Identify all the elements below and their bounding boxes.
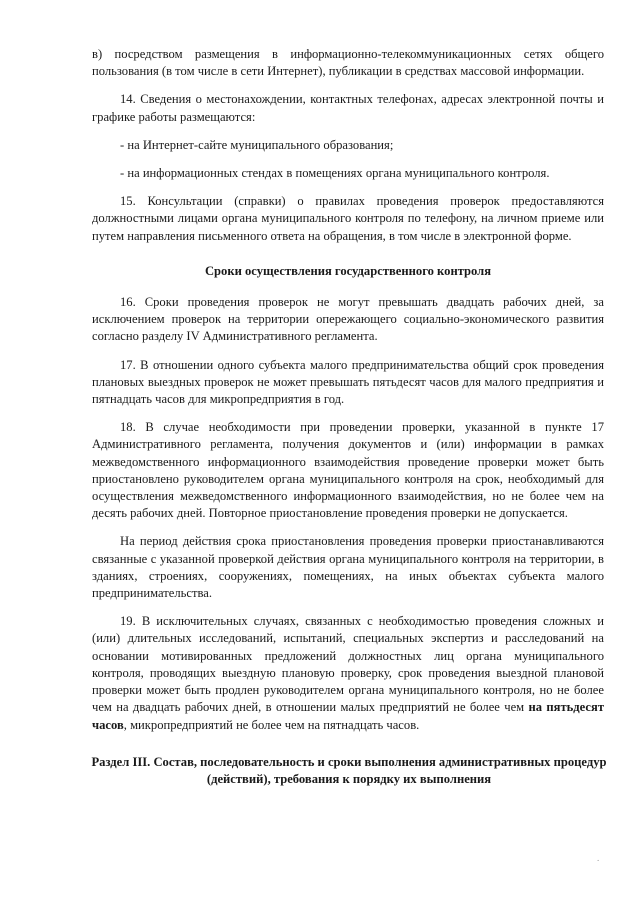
heading-control-terms: Сроки осуществления государственного контроля	[204, 263, 492, 278]
paragraph-19	[92, 613, 604, 733]
paragraph-19-text-start: 19. В исключительных случаях, связанных с необходимостью проведения сложных и (или) длительных исследований, испытаний, специальных экспертиз и расследований на основании мотивированных предложений должностных лиц органа муниципального контроля, проводящих выездную плановую проверку, срок проведения выездной плановой проверки может быть продлен руководителем органа муниципального контроля, но не более чем на двадцать рабочих дней, в отношении малых предприятий не более чем	[92, 614, 604, 715]
paragraph-17: 17. В отношении одного субъекта малого предпринимательства общий срок проведения плановых выездных проверок не может превышать пятьдесят часов для малого предприятия и пятнадцать часов для микропредприятия в год.	[92, 357, 604, 407]
scan-mark: .	[597, 853, 600, 863]
list-item-stands: - на информационных стендах в помещениях органа муниципального контроля.	[120, 166, 550, 181]
paragraph-19-bold-phrase: на пятьдесят часов	[92, 700, 605, 732]
paragraph-18-suspension: На период действия срока приостановления проведения проверки приостанавливаются связанные с указанной проверкой действия органа муниципального контроля на территории, в зданиях, строениях, сооружениях, помещениях, на иных объектах субъекта малого предпринимательства.	[92, 534, 604, 601]
paragraph-14: 14. Сведения о местонахождении, контактных телефонах, адресах электронной почты и графике работы размещаются:	[92, 92, 604, 124]
paragraph-v: в) посредством размещения в информационно-телекоммуникационных сетях общего пользования (в том числе в сети Интернет), публикации в средствах массовой информации.	[92, 47, 604, 79]
section-3-title: Раздел III. Состав, последовательность и сроки выполнения административных процедур (действий), требования к порядку их выполнения	[91, 754, 607, 786]
paragraph-16: 16. Сроки проведения проверок не могут превышать двадцать рабочих дней, за исключением проверок на территории опережающего социально-экономического развития согласно разделу IV Административного регламента.	[92, 295, 604, 344]
paragraph-18: 18. В случае необходимости при проведении проверки, указанной в пункте 17 Административного регламента, получения документов и (или) информации в рамках межведомственного информационного взаимодействия проведение проверки может быть приостановлено руководителем органа муниципального контроля на срок, необходимый для осуществления межведомственного информационного взаимодействия, но не более чем на десять рабочих дней. Повторное приостановление проведения проверки не допускается.	[92, 420, 604, 521]
list-item-website: - на Интернет-сайте муниципального образования;	[120, 137, 394, 152]
paragraph-15: 15. Консультации (справки) о правилах проведения проверок предоставляются должностными лицами органа муниципального контроля по телефону, на личном приеме или путем направления письменного ответа на обращения, в том числе в электронной форме.	[92, 194, 604, 243]
paragraph-19-text-end: , микропредприятий не более чем на пятнадцать часов.	[123, 717, 420, 732]
